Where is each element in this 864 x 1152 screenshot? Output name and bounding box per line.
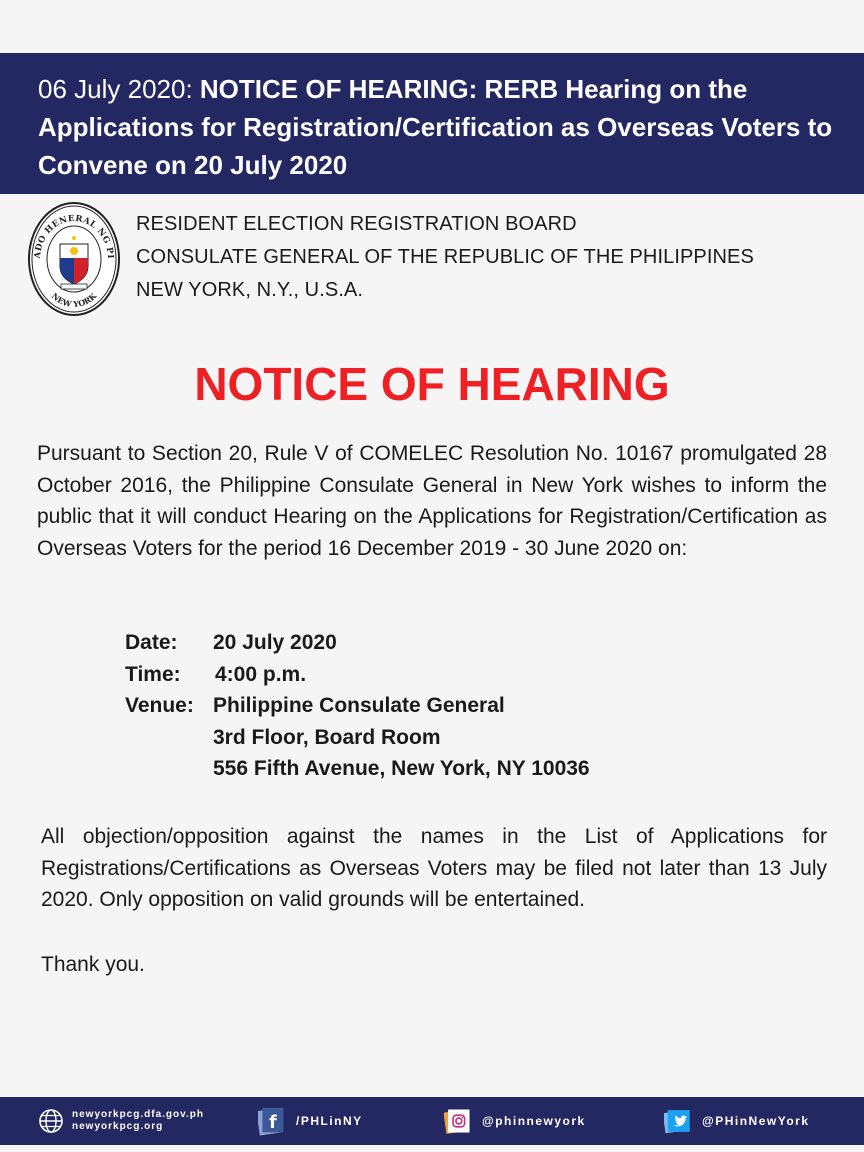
globe-icon <box>38 1108 64 1134</box>
facebook-label: /PHLinNY <box>296 1114 363 1128</box>
banner-headline: NOTICE OF HEARING: RERB Hearing on the Applications for Registration/Certification as Overseas Voters to Convene on 20 July 2020 <box>38 74 833 180</box>
banner-date: 06 July 2020: <box>38 74 193 104</box>
venue-label: Venue: <box>125 694 194 717</box>
svg-text:f: f <box>269 1113 277 1133</box>
objection-paragraph: All objection/opposition against the names in the List of Applications for Registrations/Certifications as Overseas Voters may be filed not later than 13 July 2020. Only opposition on valid grounds will be entertained. <box>41 825 827 911</box>
org-line-board: RESIDENT ELECTION REGISTRATION BOARD <box>136 213 577 235</box>
footer-bar <box>0 1097 864 1145</box>
facebook-handle[interactable] <box>258 1097 363 1145</box>
website-link-dfa[interactable]: newyorkpcg.dfa.gov.ph <box>72 1109 204 1120</box>
venue-line-2: 3rd Floor, Board Room <box>213 725 441 749</box>
date-value: 20 July 2020 <box>213 631 337 654</box>
org-line-consulate: CONSULATE GENERAL OF THE REPUBLIC OF THE PHILIPPINES <box>136 246 754 268</box>
instagram-handle[interactable] <box>444 1097 586 1145</box>
website-link-org[interactable]: newyorkpcg.org <box>72 1121 164 1132</box>
notice-title: NOTICE OF HEARING <box>194 358 670 410</box>
time-value: 4:00 p.m. <box>215 662 307 686</box>
instagram-label: @phinnewyork <box>482 1114 586 1128</box>
org-line-location: NEW YORK, N.Y., U.S.A. <box>136 279 364 301</box>
venue-line-3: 556 Fifth Avenue, New York, NY 10036 <box>213 757 590 780</box>
closing-thanks: Thank you. <box>41 953 145 976</box>
time-label: Time: <box>125 662 181 686</box>
intro-paragraph: Pursuant to Section 20, Rule V of COMELEC Resolution No. 10167 promulgated 28 October 2016, the Philippine Consulate General in New York wishes to inform the public that it will conduct Hearing on the Applications for Registration/Certification as Overseas Voters for the period 16 December 2019 - 30 June 2020 on: <box>37 442 827 560</box>
header-banner <box>0 53 864 194</box>
twitter-handle[interactable] <box>664 1097 810 1145</box>
date-label: Date: <box>125 631 178 654</box>
venue-line-1: Philippine Consulate General <box>213 694 505 717</box>
instagram-icon <box>444 1106 472 1136</box>
seal-text-bottom: NEW YORK <box>49 290 99 310</box>
footer-websites <box>38 1097 204 1145</box>
twitter-icon <box>664 1106 692 1136</box>
facebook-icon <box>258 1106 286 1136</box>
hearing-details <box>125 627 590 785</box>
consulate-seal-logo <box>27 200 121 318</box>
twitter-label: @PHinNewYork <box>702 1114 810 1128</box>
organization-header <box>136 208 754 307</box>
seal-text-top: ADO HENERAL NG PI <box>32 213 116 260</box>
